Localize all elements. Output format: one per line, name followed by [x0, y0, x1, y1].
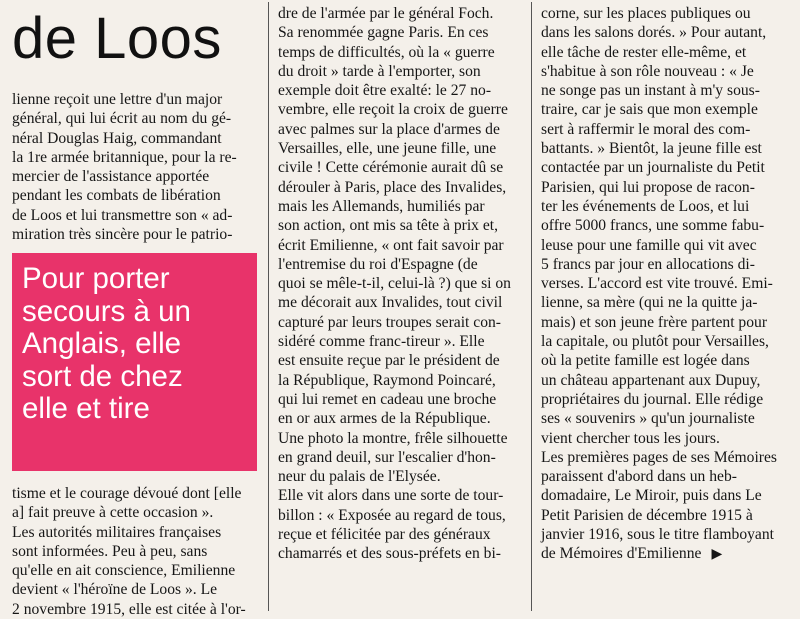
pull-quote-line: Anglais, elle: [22, 327, 182, 360]
text-line: quoi se mêle-t-il, celui-là ?) que si on: [278, 275, 511, 293]
text-line: dans les salons dorés. » Pour autant,: [541, 24, 767, 42]
text-line: néral Douglas Haig, commandant: [12, 129, 222, 147]
text-line: ne songe pas un instant à m'y sous-: [541, 82, 760, 100]
text-line: un château appartenant aux Dupuy,: [541, 371, 761, 389]
text-line: où la petite famille est logée dans: [541, 352, 750, 370]
text-line: traire, car je sais que mon exemple: [541, 101, 758, 119]
column-rule-1: [268, 2, 269, 611]
text-line: sidéré comme franc-tireur ». Elle: [278, 333, 485, 351]
text-line: vembre, elle reçoit la croix de guerre: [278, 101, 508, 119]
text-line: est ensuite reçue par le président de: [278, 352, 500, 370]
pull-quote-line: Pour porter: [22, 262, 170, 295]
text-line: Petit Parisien de décembre 1915 à: [541, 506, 753, 524]
pull-quote-line: elle et tire: [22, 392, 150, 425]
text-line: capturé par leurs troupes serait con-: [278, 313, 501, 331]
text-line: Elle vit alors dans une sorte de tour-: [278, 487, 504, 505]
text-line: ses « souvenirs » qu'un journaliste: [541, 410, 755, 428]
text-line: mais les Allemands, humiliés par: [278, 197, 485, 215]
article-title: de Loos: [12, 6, 222, 71]
text-line: la capitale, ou plutôt pour Versailles,: [541, 333, 769, 351]
text-line: 5 francs par jour en allocations di-: [541, 255, 755, 273]
text-line: Versailles, elle, une jeune fille, une: [278, 140, 497, 158]
text-line: temps de difficultés, où la « guerre: [278, 43, 495, 61]
text-line: leuse pour une famille qui vit avec: [541, 236, 757, 254]
text-line: mercier de l'assistance apportée: [12, 168, 210, 186]
text-line: dre de l'armée par le général Foch.: [278, 5, 494, 22]
text-line: miration très sincère pour le patrio-: [12, 226, 233, 244]
text-line: écrit Emilienne, « ont fait savoir par: [278, 236, 504, 254]
text-line: domadaire, Le Miroir, puis dans Le: [541, 487, 762, 505]
text-line: Les premières pages de ses Mémoires: [541, 448, 777, 466]
text-line: tisme et le courage dévoué dont [elle: [12, 485, 242, 502]
text-line: neur du palais de l'Elysée.: [278, 468, 441, 486]
text-line: son action, ont mis sa tête à prix et,: [278, 217, 498, 235]
text-line: lienne reçoit une lettre d'un major: [12, 91, 223, 108]
text-line: lienne, sa mère (qui ne la quitte ja-: [541, 294, 758, 312]
text-line: Une photo la montre, frêle silhouette: [278, 429, 508, 447]
text-line: verses. L'accord est vite trouvé. Emi-: [541, 275, 773, 293]
text-line: a] fait preuve à cette occasion ».: [12, 504, 214, 522]
text-line: avec palmes sur la place d'armes de: [278, 120, 500, 138]
text-line: sert à raffermir le moral des com-: [541, 120, 751, 138]
text-line: exemple doit être exalté: le 27 no-: [278, 82, 492, 100]
text-line: vient chercher tous les jours.: [541, 429, 720, 447]
text-line: elle tâche de rester elle-même, et: [541, 43, 747, 61]
text-line: billon : « Exposée au regard de tous,: [278, 506, 506, 524]
text-line: paraissent d'abord dans un heb-: [541, 468, 737, 486]
continue-arrow-icon: ▶: [711, 547, 723, 563]
text-line: s'habitue à son rôle nouveau : « Je: [541, 62, 754, 80]
text-line: Sa renommée gagne Paris. En ces: [278, 24, 489, 42]
column-1-bottom: [12, 484, 257, 619]
text-line: la République, Raymond Poincaré,: [278, 371, 496, 389]
pull-quote-line: secours à un: [22, 294, 191, 328]
text-line: mais) et son jeune frère partent pour: [541, 313, 768, 331]
text-line: général, qui lui écrit au nom du gé-: [12, 110, 232, 128]
column-3: [541, 4, 789, 565]
text-line: Parisien, qui lui propose de racon-: [541, 178, 755, 196]
column-rule-2: [531, 2, 532, 611]
pull-quote-line: sort de chez: [22, 359, 183, 393]
column-2: [278, 4, 522, 564]
text-line: corne, sur les places publiques ou: [541, 5, 751, 22]
text-line: propriétaires du journal. Elle rédige: [541, 390, 764, 408]
text-line: l'entremise du roi d'Espagne (de: [278, 255, 478, 273]
text-line: me décorait aux Invalides, tout civil: [278, 294, 503, 312]
text-line: janvier 1916, sous le titre flamboyant: [541, 526, 774, 544]
text-line: ter les événements de Loos, et lui: [541, 197, 750, 215]
text-line: la 1re armée britannique, pour la re-: [12, 148, 237, 166]
text-line: reçue et félicitée par des généraux: [278, 526, 491, 544]
text-line: chamarrés et des sous-préfets en bi-: [278, 545, 501, 563]
text-line: offre 5000 francs, une somme fabu-: [541, 217, 765, 235]
text-line: du droit » tarde à l'emporter, son: [278, 62, 481, 80]
text-line: en or aux armes de la République.: [278, 410, 491, 428]
text-line: qui lui remet en cadeau une broche: [278, 390, 497, 408]
text-line: qu'elle en ait conscience, Emilienne: [12, 562, 236, 580]
text-line: pendant les combats de libération: [12, 187, 221, 205]
pull-quote: [12, 253, 257, 471]
column-1-top: [12, 90, 257, 244]
text-line: contactée par un journaliste du Petit: [541, 159, 765, 177]
text-line: sont informées. Peu à peu, sans: [12, 542, 208, 560]
text-line: en grand deuil, sur l'escalier d'hon-: [278, 448, 496, 466]
text-line: civile ! Cette cérémonie aurait dû se: [278, 159, 504, 177]
text-line: Les autorités militaires françaises: [12, 523, 222, 541]
text-line: devient « l'héroïne de Loos ». Le: [12, 581, 218, 599]
text-line: de Loos et lui transmettre son « ad-: [12, 206, 233, 224]
text-line: 2 novembre 1915, elle est citée à l'or-: [12, 600, 246, 618]
text-line: battants. » Bientôt, la jeune fille est: [541, 140, 762, 158]
text-line: de Mémoires d'Emilienne ▶: [541, 544, 789, 564]
text-line: dérouler à Paris, place des Invalides,: [278, 178, 507, 196]
